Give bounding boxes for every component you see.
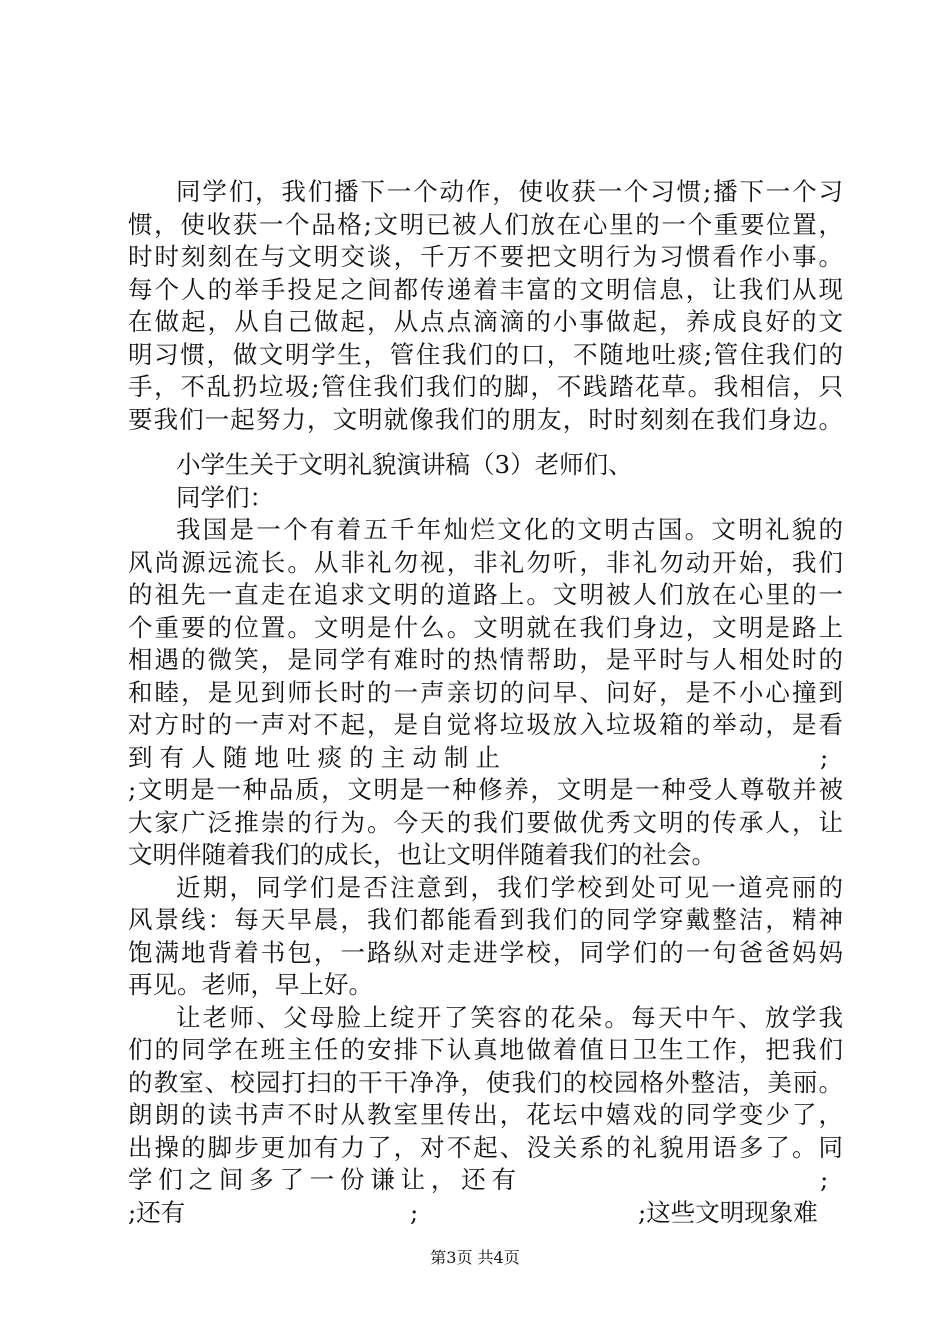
text-line: 手，不乱扔垃圾;管住我们我们的脚，不践踏花草。我相信，只 bbox=[128, 372, 843, 401]
blank-separator: ; bbox=[410, 1197, 419, 1227]
text-line: 每个人的举手投足之间都传递着丰富的文明信息，让我们从现 bbox=[128, 274, 843, 304]
paragraph-1 bbox=[128, 176, 843, 436]
text-line: 惯，使收获一个品格;文明已被人们放在心里的一个重要位置， bbox=[128, 209, 843, 239]
text-line: 们的同学在班主任的安排下认真地做着值日卫生工作，把我们 bbox=[128, 1035, 843, 1064]
text-line-with-blank bbox=[128, 742, 843, 775]
text-line: 让老师、父母脸上绽开了笑容的花朵。每天中午、放学我 bbox=[176, 1002, 843, 1032]
text-line: 大家广泛推崇的行为。今天的我们要做优秀文明的传承人，让 bbox=[128, 807, 843, 837]
text-line: 文明伴随着我们的成长，也让文明伴随着我们的社会。 bbox=[128, 840, 716, 869]
speech-section bbox=[128, 449, 843, 1229]
section-title: 小学生关于文明礼貌演讲稿（3）老师们、 bbox=[176, 450, 633, 479]
text-line: 要我们一起努力，文明就像我们的朋友，时时刻刻在我们身边。 bbox=[128, 404, 843, 434]
text-line: 近期，同学们是否注意到，我们学校到处可见一道亮丽的 bbox=[176, 872, 843, 902]
text-fragment: ;还有 bbox=[128, 1197, 186, 1227]
text-line-with-blanks bbox=[128, 1197, 843, 1230]
text-fragment: 到有人随地吐痰的主动制止 bbox=[128, 742, 500, 772]
text-line: 同学们，我们播下一个动作，使收获一个习惯;播下一个习 bbox=[176, 177, 843, 206]
text-line: 时时刻刻在与文明交谈，千万不要把文明行为习惯看作小事。 bbox=[128, 242, 843, 271]
text-fragment: ;这些文明现象难 bbox=[638, 1197, 818, 1227]
text-line: 风尚源远流长。从非礼勿视，非礼勿听，非礼勿动开始，我们 bbox=[128, 547, 843, 577]
text-line: 再见。老师，早上好。 bbox=[128, 970, 373, 999]
text-line: 朗朗的读书声不时从教室里传出，花坛中嬉戏的同学变少了， bbox=[128, 1100, 843, 1129]
text-line: 在做起，从自己做起，从点点滴滴的小事做起，养成良好的文 bbox=[128, 307, 843, 336]
blank-separator: ; bbox=[820, 742, 829, 772]
text-line: 明习惯，做文明学生，管住我们的口，不随地吐痰;管住我们的 bbox=[128, 339, 843, 369]
blank-separator: ; bbox=[820, 1165, 829, 1194]
text-line: ;文明是一种品质，文明是一种修养，文明是一种受人尊敬并被 bbox=[128, 775, 843, 804]
text-line: 个重要的位置。文明是什么。文明就在我们身边，文明是路上 bbox=[128, 612, 843, 642]
text-line-with-blank bbox=[128, 1164, 843, 1197]
text-line: 我国是一个有着五千年灿烂文化的文明古国。文明礼貌的 bbox=[176, 515, 843, 544]
text-line: 和睦，是见到师长时的一声亲切的问早、问好，是不小心撞到 bbox=[128, 677, 843, 707]
text-fragment: 学们之间多了一份谦让，还有 bbox=[128, 1165, 516, 1194]
text-line: 风景线：每天早晨，我们都能看到我们的同学穿戴整洁，精神 bbox=[128, 905, 843, 934]
salutation: 同学们： bbox=[176, 482, 274, 512]
text-line: 的祖先一直走在追求文明的道路上。文明被人们放在心里的一 bbox=[128, 580, 843, 609]
text-line: 的教室、校园打扫的干干净净，使我们的校园格外整洁，美丽。 bbox=[128, 1067, 843, 1097]
page-footer: 第3页 共4页 bbox=[430, 1248, 520, 1267]
text-line: 相遇的微笑，是同学有难时的热情帮助，是平时与人相处时的 bbox=[128, 645, 843, 674]
text-line: 对方时的一声对不起，是自觉将垃圾放入垃圾箱的举动，是看 bbox=[128, 710, 843, 739]
text-line: 饱满地背着书包，一路纵对走进学校，同学们的一句爸爸妈妈 bbox=[128, 937, 843, 967]
text-line: 出操的脚步更加有力了，对不起、没关系的礼貌用语多了。同 bbox=[128, 1132, 843, 1162]
